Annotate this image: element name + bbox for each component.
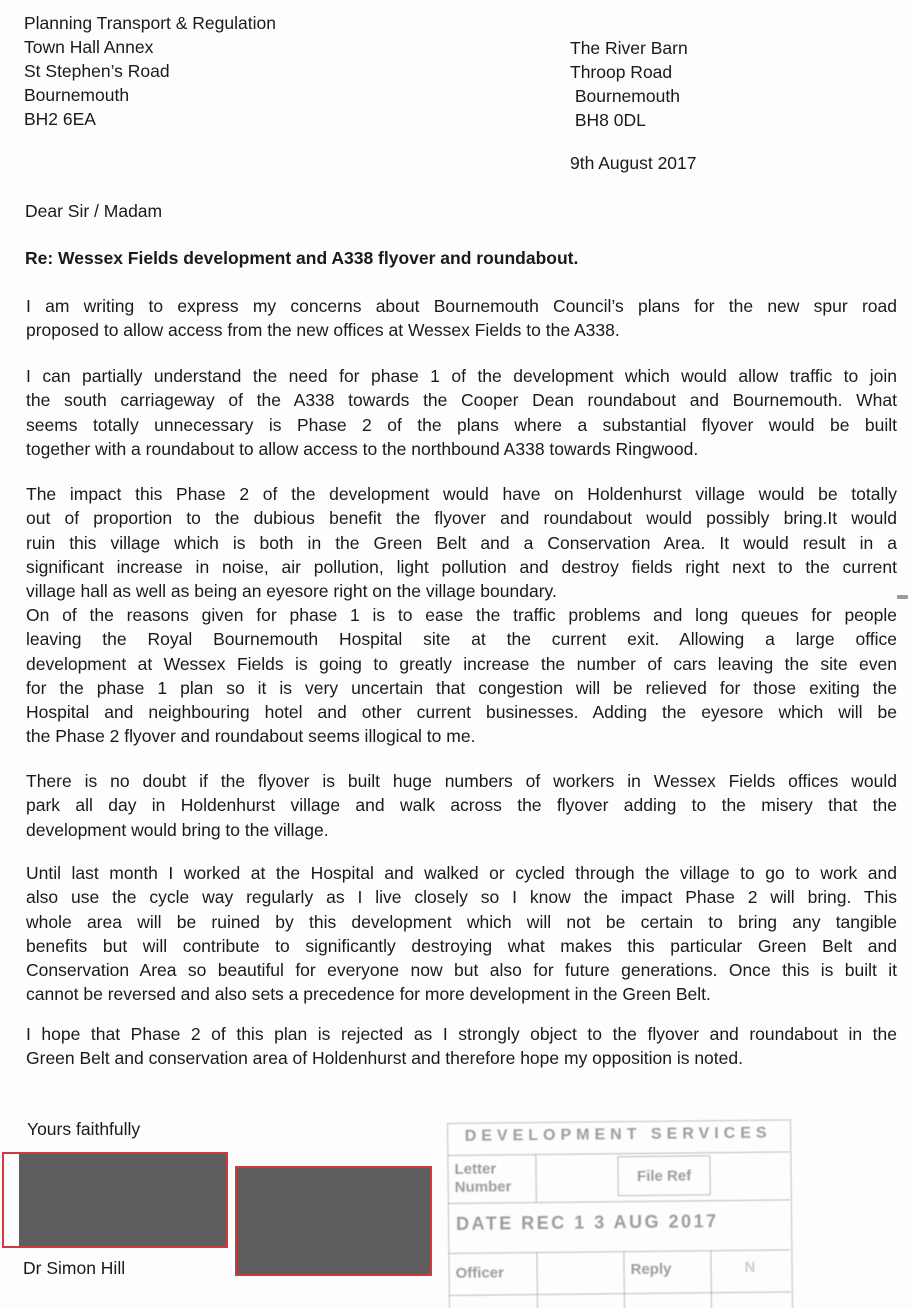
text-line: cannot be reversed and also sets a precedence for more development in the Green Belt.: [26, 984, 711, 1005]
text-line: Throop Road: [570, 62, 673, 82]
text-line: Hospital and neighbouring hotel and other current businesses. Adding the eyesore which will be: [26, 702, 897, 723]
closing: Yours faithfully: [27, 1119, 141, 1139]
stamp-officer-label: Officer: [455, 1264, 505, 1282]
letter-paragraph: [26, 482, 897, 603]
text-line: I can partially understand the need for phase 1 of the development which would allow traffic to join: [26, 366, 897, 386]
text-line: seems totally unnecessary is Phase 2 of the plans where a substantial flyover would be built: [26, 414, 897, 435]
text-line: Town Hall Annex: [24, 37, 154, 57]
letter-paragraph: [26, 364, 897, 461]
scan-artifact-mark: [897, 595, 908, 599]
text-line: whole area will be ruined by this development which will not be certain to bring any tangible: [26, 911, 897, 932]
stamp-reply-label: Reply: [630, 1260, 672, 1279]
text-line: BH8 0DL: [570, 110, 646, 130]
text-line: ruin this village which is both in the Green Belt and a Conservation Area. It would result in a: [26, 532, 897, 553]
text-line: The River Barn: [570, 38, 688, 58]
text-line: the south carriageway of the A338 towards the Cooper Dean roundabout and Bournemouth. What: [26, 390, 897, 411]
text-line: significant increase in noise, air pollution, light pollution and destroy fields right next to the current: [26, 556, 897, 577]
signature-redaction-box: [2, 1152, 228, 1248]
text-line: There is no doubt if the flyover is built huge numbers of workers in Wessex Fields offices would: [26, 771, 897, 791]
text-line: benefits but will contribute to significantly destroying what makes this particular Green Belt and: [26, 935, 897, 956]
text-line: Green Belt and conservation area of Holdenhurst and therefore hope my opposition is noted.: [26, 1048, 743, 1069]
text-line: BH2 6EA: [24, 109, 96, 129]
text-line: the Phase 2 flyover and roundabout seems illogical to me.: [26, 726, 476, 747]
recipient-address: [24, 11, 276, 131]
signatory-name: Dr Simon Hill: [23, 1258, 126, 1278]
stamp-title: DEVELOPMENT SERVICES: [464, 1124, 772, 1145]
letter-paragraph: [26, 294, 897, 343]
text-line: On of the reasons given for phase 1 is to ease the traffic problems and long queues for people: [26, 605, 897, 625]
redaction-fill: [237, 1168, 430, 1274]
stamp-date-received: DATE REC 1 3 AUG 2017: [455, 1211, 719, 1234]
letter-date: 9th August 2017: [570, 153, 697, 173]
letter-paragraph: [26, 603, 897, 749]
redaction-fill: [19, 1154, 226, 1246]
sender-address: [570, 36, 688, 132]
letter-paragraph: [26, 769, 897, 842]
text-line: for the phase 1 plan so it is very uncertain that congestion will be relieved for those exiting the: [26, 677, 897, 698]
text-line: The impact this Phase 2 of the development would have on Holdenhurst village would be totally: [26, 484, 897, 504]
text-line: park all day in Holdenhurst village and walk across the flyover adding to the misery that the: [26, 795, 897, 816]
stamp-letter-number-label: Letter Number: [454, 1160, 512, 1196]
text-line: also use the cycle way regularly as I live closely so I know the impact Phase 2 will bring. This: [26, 887, 897, 908]
text-line: leaving the Royal Bournemouth Hospital site at the current exit. Allowing a large office: [26, 629, 897, 650]
stamp-file-ref-label: [617, 1155, 710, 1196]
text-line: together with a roundabout to allow access to the northbound A338 towards Ringwood.: [26, 438, 699, 459]
text-line: Bournemouth: [570, 86, 680, 106]
text-line: Until last month I worked at the Hospital and walked or cycled through the village to go to work and: [26, 863, 897, 883]
text-line: out of proportion to the dubious benefit the flyover and roundabout would possibly bring.It would: [26, 508, 897, 529]
text-line: development at Wessex Fields is going to greatly increase the number of cars leaving the site even: [26, 653, 897, 674]
text-line: village hall as well as being an eyesore right on the village boundary.: [26, 581, 557, 602]
text-line: Conservation Area so beautiful for everyone now but also for future generations. Once this is built it: [26, 960, 897, 981]
subject-line: Re: Wessex Fields development and A338 flyover and roundabout.: [25, 248, 579, 268]
text-line: Bournemouth: [24, 85, 130, 105]
letter-paragraph: [26, 861, 897, 1007]
text-line: I am writing to express my concerns about Bournemouth Council’s plans for the new spur road: [26, 296, 897, 316]
text-line: proposed to allow access from the new offices at Wessex Fields to the A338.: [26, 320, 620, 341]
text-line: development would bring to the village.: [26, 819, 329, 840]
stamp-faint-mark: N: [744, 1258, 756, 1276]
letter-paragraph: [26, 1022, 897, 1071]
stamp-file-ref-text: File Ref: [636, 1166, 692, 1185]
text-line: Planning Transport & Regulation: [24, 13, 276, 33]
text-line: I hope that Phase 2 of this plan is rejected as I strongly object to the flyover and roundabout in the: [26, 1024, 897, 1044]
salutation: Dear Sir / Madam: [25, 201, 163, 221]
received-stamp: [447, 1117, 793, 1308]
text-line: St Stephen’s Road: [24, 61, 170, 81]
address-redaction-box: [235, 1166, 432, 1276]
